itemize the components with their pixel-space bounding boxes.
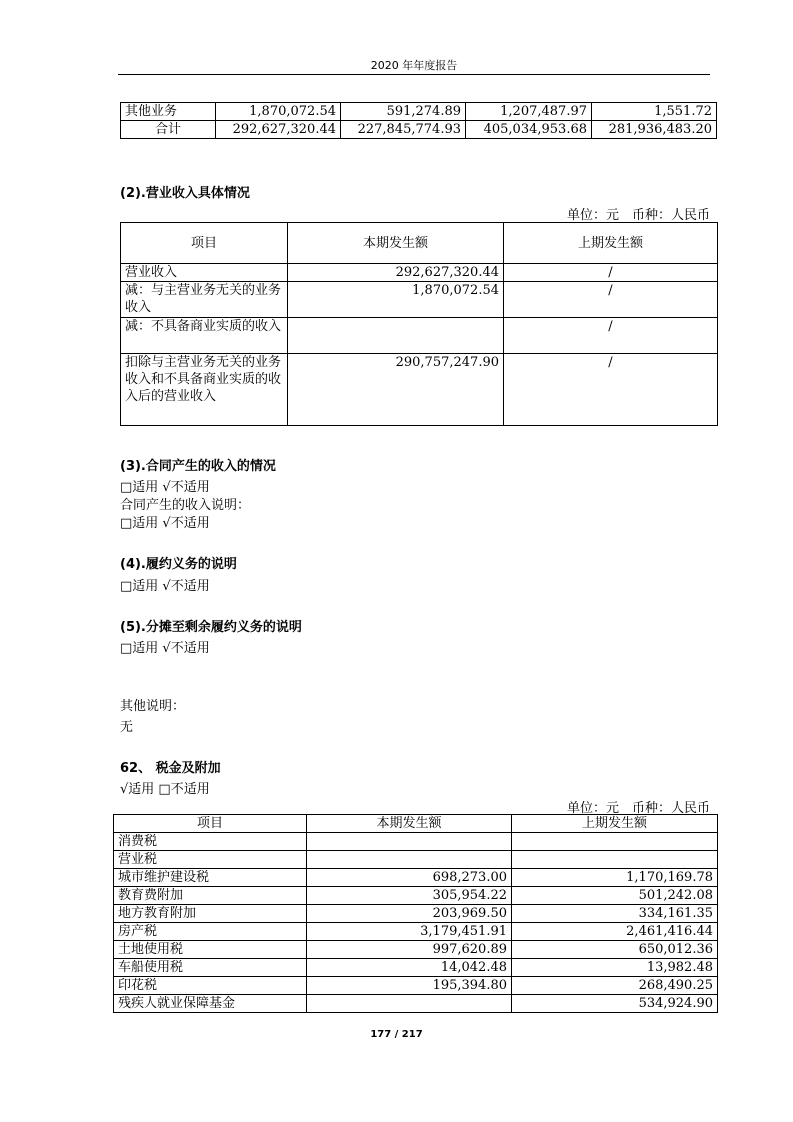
row-label: 残疾人就业保障基金 (114, 995, 307, 1013)
row-label: 城市维护建设税 (114, 869, 307, 887)
cell-value: 1,207,487.97 (466, 103, 592, 121)
cell-value: 698,273.00 (307, 869, 512, 887)
unit-label: 单位：元 币种：人民币 (566, 208, 710, 223)
table-row (114, 977, 718, 995)
revenue-table (120, 222, 718, 426)
table-header-row (121, 223, 718, 264)
cell-value: / (504, 354, 718, 426)
table-row (121, 354, 718, 426)
row-label: 教育费附加 (114, 887, 307, 905)
cell-value: 1,870,072.54 (216, 103, 341, 121)
row-label: 车船使用税 (114, 959, 307, 977)
row-label: 房产税 (114, 923, 307, 941)
cell-value: 1,551.72 (592, 103, 717, 121)
cell-value: 203,969.50 (307, 905, 512, 923)
cell-value (307, 851, 512, 869)
table-row (114, 959, 718, 977)
row-label: 其他业务 (121, 103, 216, 121)
row-label: 消费税 (114, 833, 307, 851)
cell-value: 268,490.25 (512, 977, 718, 995)
table-row (114, 905, 718, 923)
applicability-options: □适用 √不适用 (120, 516, 210, 531)
cell-value: 501,242.08 (512, 887, 718, 905)
cell-value: / (504, 282, 718, 318)
cell-value: 534,924.90 (512, 995, 718, 1013)
cell-value: 591,274.89 (341, 103, 466, 121)
row-label: 减：与主营业务无关的业务收入 (121, 282, 288, 318)
cell-value: 281,936,483.20 (592, 121, 717, 139)
section-title: 62、 税金及附加 (120, 761, 221, 776)
cell-value (307, 995, 512, 1013)
cell-value: 305,954.22 (307, 887, 512, 905)
cell-value: 14,042.48 (307, 959, 512, 977)
other-note-value: 无 (120, 720, 134, 735)
column-header: 项目 (114, 815, 307, 833)
row-label: 扣除与主营业务无关的业务收入和不具备商业实质的收入后的营业收入 (121, 354, 288, 426)
row-label: 印花税 (114, 977, 307, 995)
cell-value: 997,620.89 (307, 941, 512, 959)
column-header: 上期发生额 (512, 815, 718, 833)
cell-value (512, 833, 718, 851)
cell-value: 292,627,320.44 (288, 264, 504, 282)
tax-table (113, 814, 718, 1013)
applicability-options: □适用 √不适用 (120, 641, 210, 656)
section-title: (3).合同产生的收入的情况 (120, 459, 276, 474)
cell-value: 292,627,320.44 (216, 121, 341, 139)
cell-value: 334,161.35 (512, 905, 718, 923)
applicability-options: □适用 √不适用 (120, 480, 210, 495)
applicability-options: √适用 □不适用 (120, 782, 210, 797)
row-label: 合计 (121, 121, 216, 139)
table-row (114, 995, 718, 1013)
cell-value: / (504, 264, 718, 282)
row-label: 土地使用税 (114, 941, 307, 959)
table-row (121, 318, 718, 354)
table-row (121, 103, 717, 121)
applicability-options: □适用 √不适用 (120, 579, 210, 594)
row-label: 减：不具备商业实质的收入 (121, 318, 288, 354)
header-rule (118, 74, 710, 75)
row-label: 营业收入 (121, 264, 288, 282)
table-row (121, 282, 718, 318)
table-row (114, 923, 718, 941)
cell-value: 227,845,774.93 (341, 121, 466, 139)
column-header: 上期发生额 (504, 223, 718, 264)
unit-label: 单位：元 币种：人民币 (566, 801, 710, 816)
page-number: 177 / 217 (370, 1029, 423, 1040)
cell-value: 650,012.36 (512, 941, 718, 959)
cell-value: / (504, 318, 718, 354)
cell-value: 1,170,169.78 (512, 869, 718, 887)
table-row (121, 264, 718, 282)
other-note-label: 其他说明： (120, 699, 186, 714)
cell-value (288, 318, 504, 354)
column-header: 项目 (121, 223, 288, 264)
section-title: (4).履约义务的说明 (120, 557, 237, 572)
cell-value: 290,757,247.90 (288, 354, 504, 426)
table-row (114, 833, 718, 851)
cell-value: 405,034,953.68 (466, 121, 592, 139)
column-header: 本期发生额 (307, 815, 512, 833)
table-header-row (114, 815, 718, 833)
cell-value (512, 851, 718, 869)
table-row (121, 121, 717, 139)
cell-value: 13,982.48 (512, 959, 718, 977)
cell-value: 2,461,416.44 (512, 923, 718, 941)
table-row (114, 887, 718, 905)
note-label: 合同产生的收入说明： (120, 498, 251, 513)
table-row (114, 869, 718, 887)
page-header-title: 2020 年年度报告 (370, 59, 458, 72)
cell-value (307, 833, 512, 851)
row-label: 地方教育附加 (114, 905, 307, 923)
cell-value: 3,179,451.91 (307, 923, 512, 941)
section-title: (2).营业收入具体情况 (120, 186, 250, 201)
column-header: 本期发生额 (288, 223, 504, 264)
table-row (114, 851, 718, 869)
section-title: (5).分摊至剩余履约义务的说明 (120, 620, 302, 635)
row-label: 营业税 (114, 851, 307, 869)
cell-value: 1,870,072.54 (288, 282, 504, 318)
table-row (114, 941, 718, 959)
top-table (120, 102, 717, 139)
cell-value: 195,394.80 (307, 977, 512, 995)
